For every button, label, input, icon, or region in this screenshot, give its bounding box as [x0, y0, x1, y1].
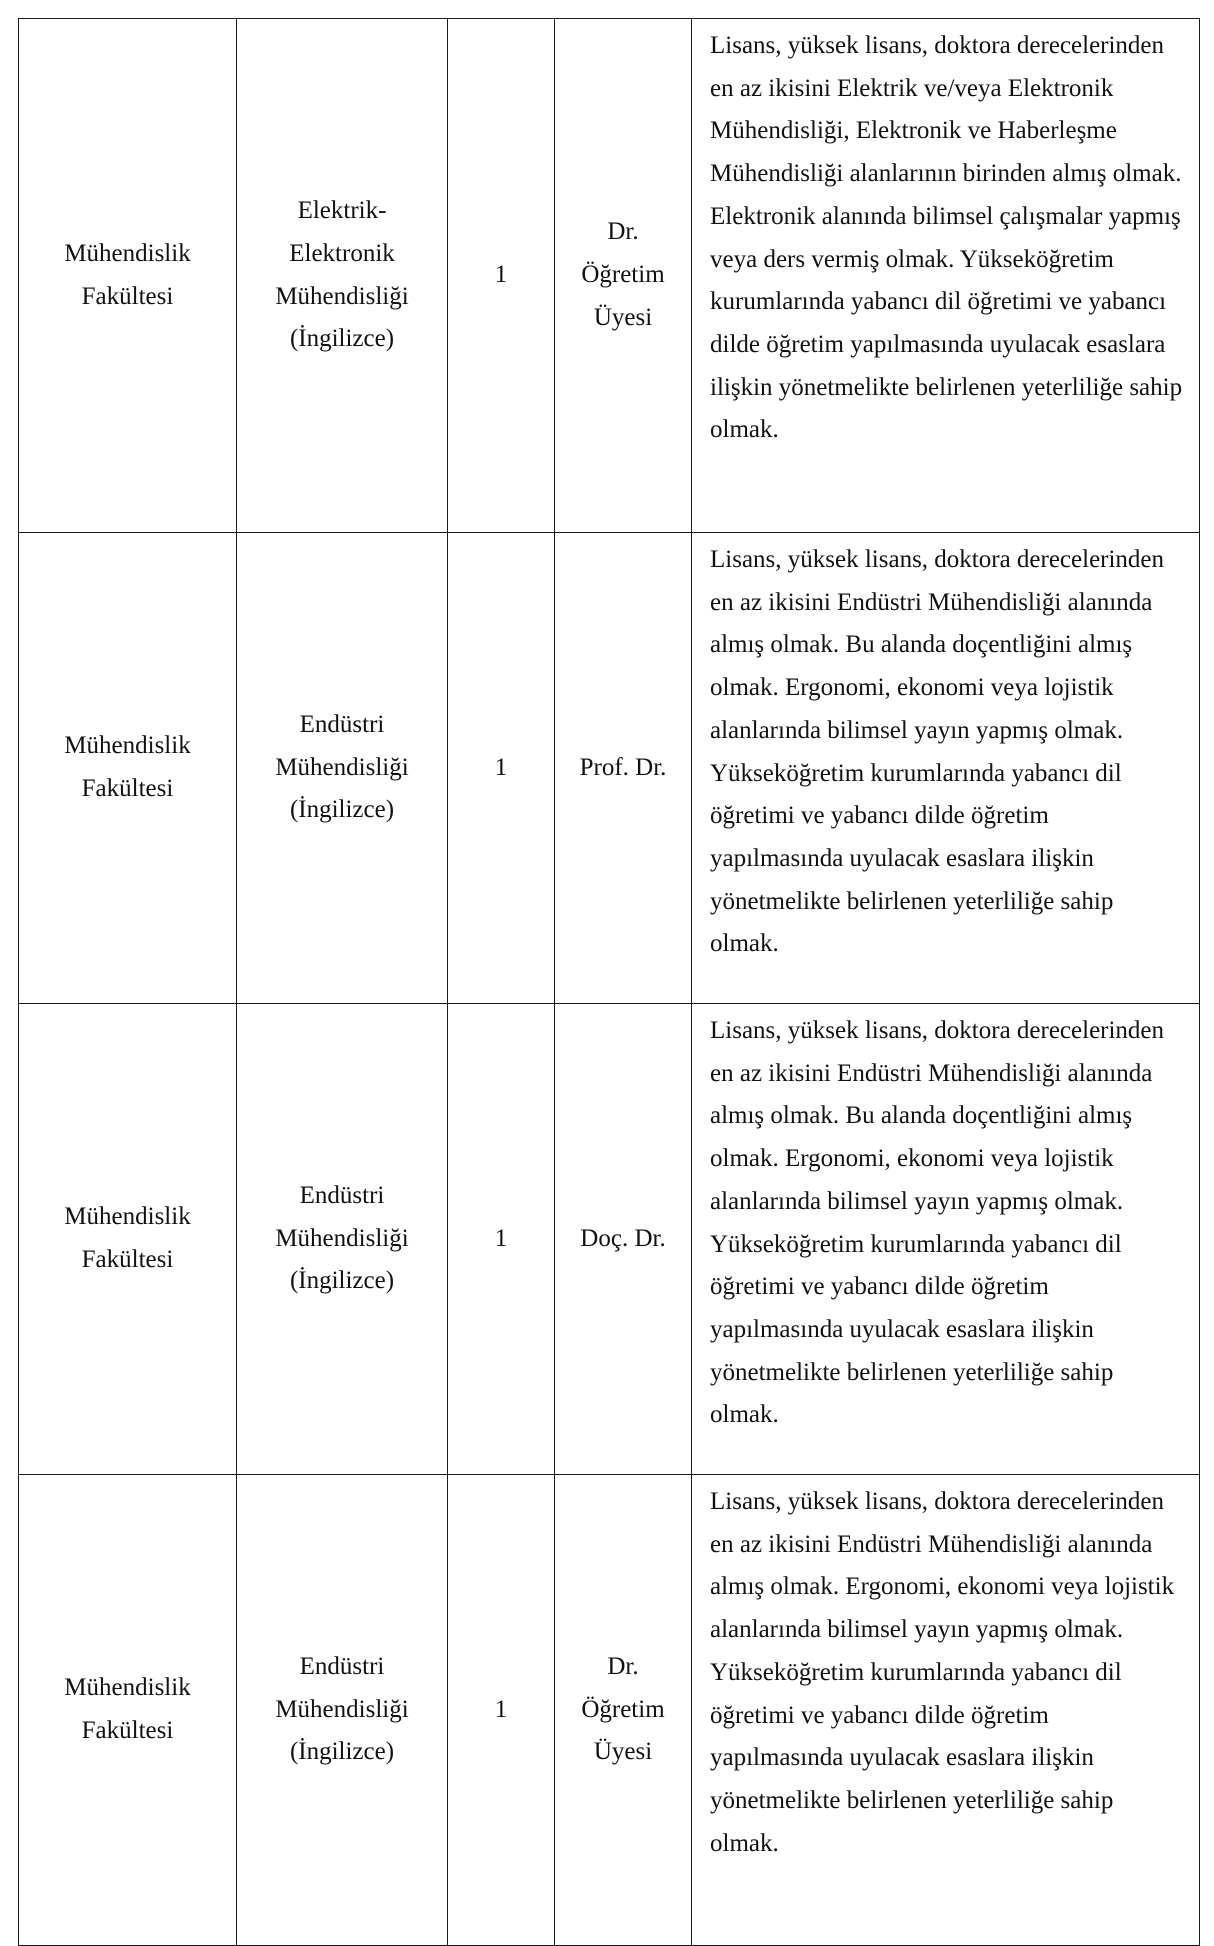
requirements-cell	[692, 19, 1200, 533]
faculty-cell	[19, 19, 237, 533]
department-cell	[237, 19, 448, 533]
faculty-cell	[19, 1004, 237, 1475]
requirements-text: Lisans, yüksek lisans, doktora derecelerinden en az ikisini Elektrik ve/veya Elektronik Mühendisliği, Elektronik ve Haberleşme Mühendisliği alanlarının birinden almış olmak. Elektronik alanında bilimsel çalışmalar yapmış veya ders vermiş olmak. Yükseköğretim kurumlarında yabancı dil öğretimi ve yabancı dilde öğretim yapılmasında uyulacak esaslara ilişkin yönetmelikte belirlenen yeterliliğe sahip olmak.	[710, 32, 1183, 444]
title-cell	[555, 533, 692, 1004]
table-row	[19, 19, 1200, 533]
title-text: Dr. Öğretim Üyesi	[581, 218, 665, 331]
faculty-cell	[19, 1475, 237, 1946]
department-cell	[237, 533, 448, 1004]
faculty-text: Mühendislik Fakültesi	[64, 1674, 191, 1744]
requirements-cell	[692, 533, 1200, 1004]
requirements-cell	[692, 1475, 1200, 1946]
department-cell	[237, 1004, 448, 1475]
count-text: 1	[494, 1695, 508, 1723]
title-text: Doç. Dr.	[580, 1224, 666, 1252]
count-text: 1	[494, 261, 508, 289]
faculty-cell	[19, 533, 237, 1004]
title-cell	[555, 1475, 692, 1946]
count-cell	[448, 533, 555, 1004]
faculty-text: Mühendislik Fakültesi	[64, 239, 191, 310]
count-cell	[448, 1004, 555, 1475]
department-text: Endüstri Mühendisliği (İngilizce)	[275, 1652, 409, 1766]
position-postings-table	[18, 18, 1200, 1946]
table-row	[19, 1004, 1200, 1475]
table-row	[19, 1475, 1200, 1946]
requirements-text: Lisans, yüksek lisans, doktora derecelerinden en az ikisini Endüstri Mühendisliği alanında almış olmak. Bu alanda doçentliğini almış olmak. Ergonomi, ekonomi veya lojistik alanlarında bilimsel yayın yapmış olmak. Yükseköğretim kurumlarında yabancı dil öğretimi ve yabancı dilde öğretim yapılmasında uyulacak esaslara ilişkin yönetmelikte belirlenen yeterliliğe sahip olmak.	[710, 546, 1165, 958]
count-text: 1	[494, 753, 508, 781]
title-cell	[555, 19, 692, 533]
count-cell	[448, 19, 555, 533]
requirements-text: Lisans, yüksek lisans, doktora derecelerinden en az ikisini Endüstri Mühendisliği alanında almış olmak. Ergonomi, ekonomi veya lojistik alanlarında bilimsel yayın yapmış olmak. Yükseköğretim kurumlarında yabancı dil öğretimi ve yabancı dilde öğretim yapılmasında uyulacak esaslara ilişkin yönetmelikte belirlenen yeterliliğe sahip olmak.	[710, 1488, 1175, 1857]
department-cell	[237, 1475, 448, 1946]
faculty-text: Mühendislik Fakültesi	[64, 1203, 191, 1273]
title-cell	[555, 1004, 692, 1475]
department-text: Elektrik-Elektronik Mühendisliği (İngilizce)	[275, 197, 409, 353]
title-text: Prof. Dr.	[579, 753, 667, 781]
title-text: Dr. Öğretim Üyesi	[581, 1652, 665, 1766]
table-row	[19, 533, 1200, 1004]
count-cell	[448, 1475, 555, 1946]
department-text: Endüstri Mühendisliği (İngilizce)	[275, 1181, 409, 1295]
requirements-text: Lisans, yüksek lisans, doktora derecelerinden en az ikisini Endüstri Mühendisliği alanında almış olmak. Bu alanda doçentliğini almış olmak. Ergonomi, ekonomi veya lojistik alanlarında bilimsel yayın yapmış olmak. Yükseköğretim kurumlarında yabancı dil öğretimi ve yabancı dilde öğretim yapılmasında uyulacak esaslara ilişkin yönetmelikte belirlenen yeterliliğe sahip olmak.	[710, 1017, 1165, 1429]
faculty-text: Mühendislik Fakültesi	[64, 732, 191, 802]
department-text: Endüstri Mühendisliği (İngilizce)	[275, 710, 409, 824]
count-text: 1	[494, 1224, 508, 1252]
requirements-cell	[692, 1004, 1200, 1475]
